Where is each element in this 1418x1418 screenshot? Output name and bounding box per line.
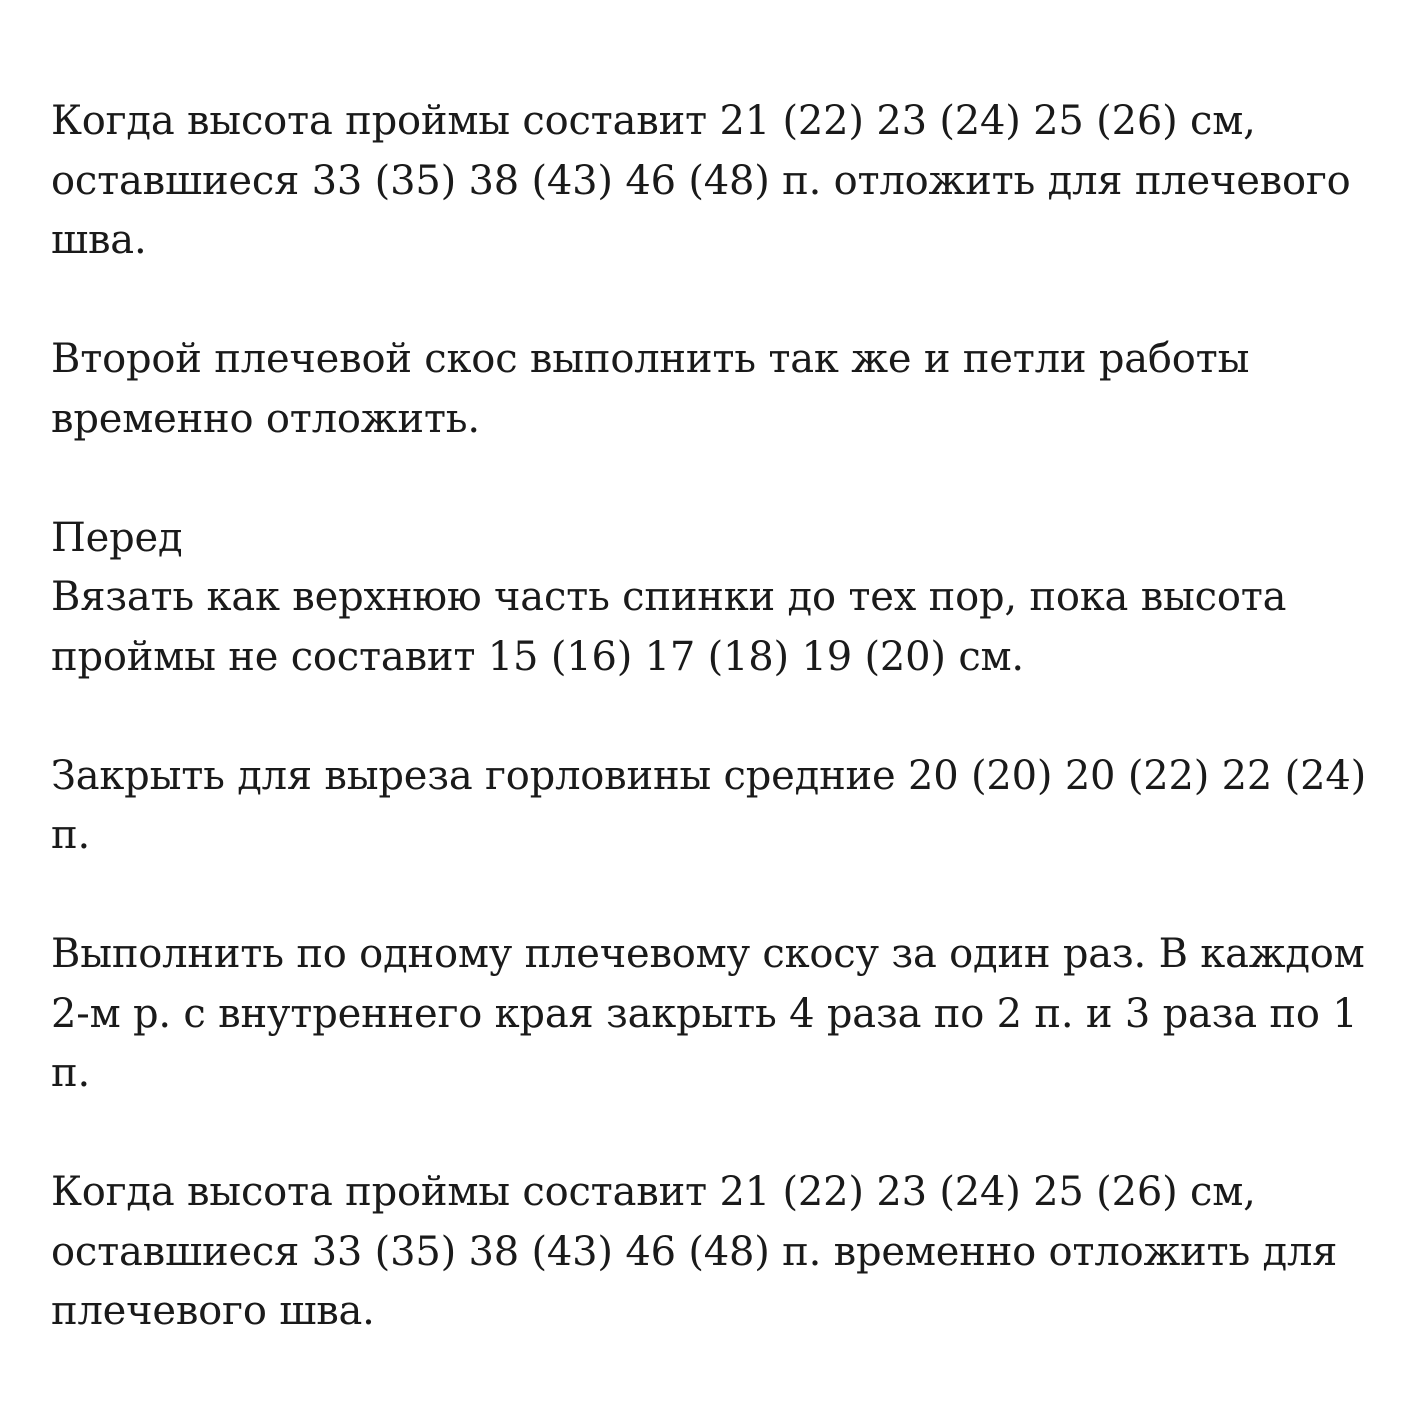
text-line: шва. — [51, 217, 147, 263]
section-front — [51, 509, 1391, 688]
paragraph-gap — [51, 866, 1391, 926]
text-line: Когда высота проймы составит 21 (22) 23 (24) 25 (26) см, — [51, 98, 1256, 144]
text-line: 2-м р. с внутреннего края закрыть 4 раза по 2 п. и 3 раза по 1 — [51, 990, 1358, 1037]
paragraph-neckline — [51, 747, 1391, 866]
text-line: Закрыть для выреза горловины средние 20 (20) 20 (22) 22 (24) — [51, 752, 1366, 799]
document-page — [51, 92, 1391, 1342]
text-line: Вязать как верхнюю часть спинки до тех пор, пока высота — [51, 574, 1287, 620]
text-line: Когда высота проймы составит 21 (22) 23 (24) 25 (26) см, — [51, 1169, 1256, 1215]
text-line: оставшиеся 33 (35) 38 (43) 46 (48) п. отложить для плечевого — [51, 157, 1351, 204]
text-line: плечевого шва. — [51, 1288, 375, 1334]
paragraph-second-shoulder — [51, 330, 1391, 449]
text-line: проймы не составит 15 (16) 17 (18) 19 (20) см. — [51, 633, 1024, 680]
paragraph-shoulder-shaping — [51, 925, 1391, 1104]
paragraph-gap — [51, 687, 1391, 747]
section-heading: Перед — [51, 514, 183, 561]
paragraph-gap — [51, 271, 1391, 331]
text-line: Второй плечевой скос выполнить так же и петли работы — [51, 336, 1250, 382]
text-line: п. — [51, 1050, 90, 1096]
text-line: временно отложить. — [51, 395, 480, 442]
text-line: Выполнить по одному плечевому скосу за один раз. В каждом — [51, 931, 1365, 977]
paragraph-armhole-height-back — [51, 92, 1391, 271]
paragraph-gap — [51, 1104, 1391, 1164]
paragraph-armhole-height-front — [51, 1163, 1391, 1342]
text-line: п. — [51, 812, 90, 858]
paragraph-gap — [51, 449, 1391, 509]
text-line: оставшиеся 33 (35) 38 (43) 46 (48) п. временно отложить для — [51, 1228, 1338, 1275]
